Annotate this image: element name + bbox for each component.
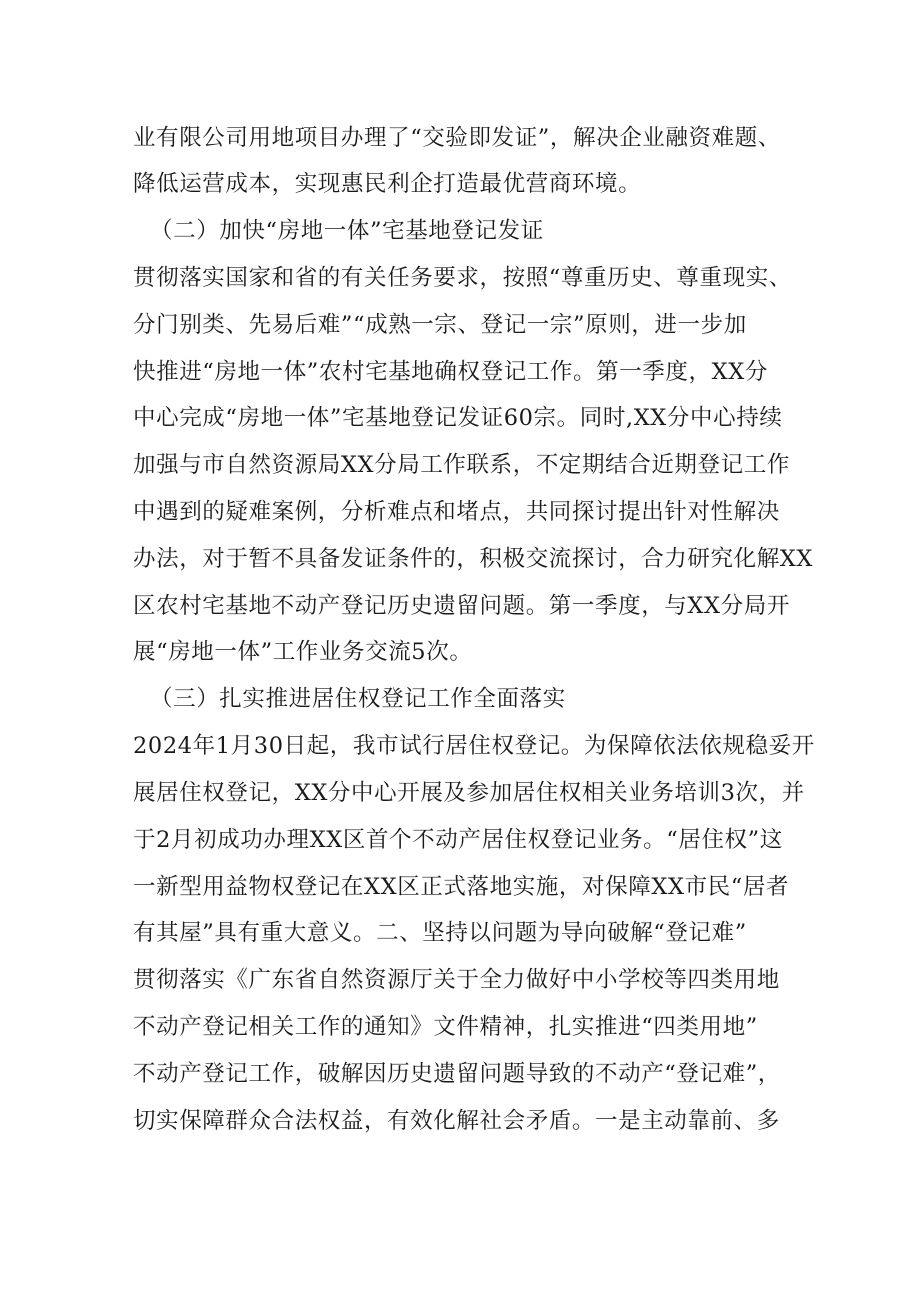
paragraph-line: 业有限公司用地项目办理了“交验即发证”，解决企业融资难题、 xyxy=(133,125,781,151)
paragraph-line: 展“房地一体”工作业务交流5次。 xyxy=(133,639,473,665)
paragraph-line: 加强与市自然资源局XX分局工作联系，不定期结合近期登记工作 xyxy=(133,452,790,478)
paragraph-line: 中心完成“房地一体”宅基地登记发证60宗。同时,XX分中心持续 xyxy=(133,405,783,431)
paragraph-line: 一新型用益物权登记在XX区正式落地实施，对保障XX市民“居者 xyxy=(133,874,790,900)
paragraph-line: 区农村宅基地不动产登记历史遗留问题。第一季度，与XX分局开 xyxy=(133,593,790,619)
paragraph-line: 贯彻落实国家和省的有关任务要求，按照“尊重历史、尊重现实、 xyxy=(133,265,792,291)
paragraph-line: 于2月初成功办理XX区首个不动产居住权登记业务。“居住权”这 xyxy=(133,827,783,853)
paragraph-line: 切实保障群众合法权益，有效化解社会矛盾。一是主动靠前、多 xyxy=(133,1108,780,1134)
paragraph-line: 不动产登记相关工作的通知》文件精神，扎实推进“四类用地” xyxy=(133,1014,758,1040)
paragraph-line: 不动产登记工作，破解因历史遗留问题导致的不动产“登记难”， xyxy=(133,1061,781,1087)
section-heading: （二）加快“房地一体”宅基地登记发证 xyxy=(150,218,544,244)
paragraph-line: 快推进“房地一体”农村宅基地确权登记工作。第一季度，XX分 xyxy=(133,359,768,385)
paragraph-line: 降低运营成本，实现惠民利企打造最优营商环境。 xyxy=(133,171,642,197)
paragraph-line: 2024年1月30日起，我市试行居住权登记。为保障依法依规稳妥开 xyxy=(133,733,815,759)
paragraph-line: 贯彻落实《广东省自然资源厅关于全力做好中小学校等四类用地 xyxy=(133,967,780,993)
paragraph-line: 有其屋”具有重大意义。二、坚持以问题为导向破解“登记难” xyxy=(133,920,747,946)
section-heading: （三）扎实推进居住权登记工作全面落实 xyxy=(150,686,566,712)
paragraph-line: 办法，对于暂不具备发证条件的，积极交流探讨，合力研究化解XX xyxy=(133,546,814,572)
paragraph-line: 展居住权登记，XX分中心开展及参加居住权相关业务培训3次，并 xyxy=(133,780,805,806)
paragraph-line: 分门别类、先易后难”“成熟一宗、登记一宗”原则，进一步加 xyxy=(133,312,747,338)
paragraph-line: 中遇到的疑难案例，分析难点和堵点，共同探讨提出针对性解决 xyxy=(133,499,780,525)
